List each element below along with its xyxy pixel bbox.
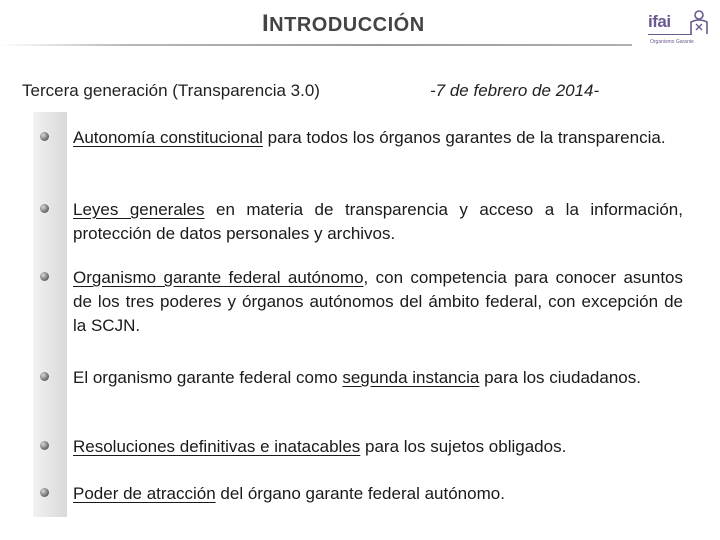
ifai-logo <box>648 10 710 50</box>
header-rule <box>0 44 632 46</box>
item-underlined: segunda instancia <box>342 368 480 387</box>
bullet-icon <box>40 488 49 497</box>
item-text: para los sujetos obligados. <box>360 437 567 456</box>
item-text-prefix: El organismo garante federal como <box>73 368 343 387</box>
bullet-icon <box>40 204 49 213</box>
list-item <box>73 266 683 338</box>
list-item <box>73 435 683 459</box>
bullet-icon <box>40 132 49 141</box>
bullet-icon <box>40 372 49 381</box>
list-item <box>73 366 683 390</box>
bullet-sidebar <box>33 112 67 517</box>
logo-underline <box>648 34 692 35</box>
logo-text: ifai <box>648 12 671 31</box>
item-text: del órgano garante federal autónomo. <box>215 484 505 503</box>
logo-figure-icon <box>688 10 710 36</box>
bullet-icon <box>40 441 49 450</box>
item-underlined: Leyes generales <box>73 200 205 219</box>
logo-subtext: Organismo Garante <box>650 39 694 45</box>
page-title <box>262 10 425 38</box>
bullet-icon <box>40 272 49 281</box>
list-item <box>73 198 683 246</box>
list-item <box>73 482 683 506</box>
section-subtitle: Tercera generación (Transparencia 3.0) <box>22 81 320 100</box>
item-text: para los ciudadanos. <box>479 368 641 387</box>
item-text: , con competencia para conocer asuntos de los tres poderes y órganos autónomos del ámbito federal, con excepción de la SCJN. <box>73 268 683 335</box>
item-text: para todos los órganos garantes de la transparencia. <box>262 128 666 147</box>
item-underlined: Resoluciones definitivas e inatacables <box>73 437 361 456</box>
item-text: en materia de transparencia y acceso a la información, protección de datos personales y archivos. <box>73 200 683 243</box>
title-rest: NTRODUCCIÓN <box>269 14 425 36</box>
section-date: -7 de febrero de 2014- <box>430 81 600 100</box>
list-item <box>73 126 683 150</box>
item-underlined: Poder de atracción <box>73 484 216 503</box>
title-initial: I <box>262 10 270 37</box>
item-underlined: Autonomía constitucional <box>73 128 263 147</box>
item-underlined: Organismo garante federal autónomo <box>73 268 364 287</box>
